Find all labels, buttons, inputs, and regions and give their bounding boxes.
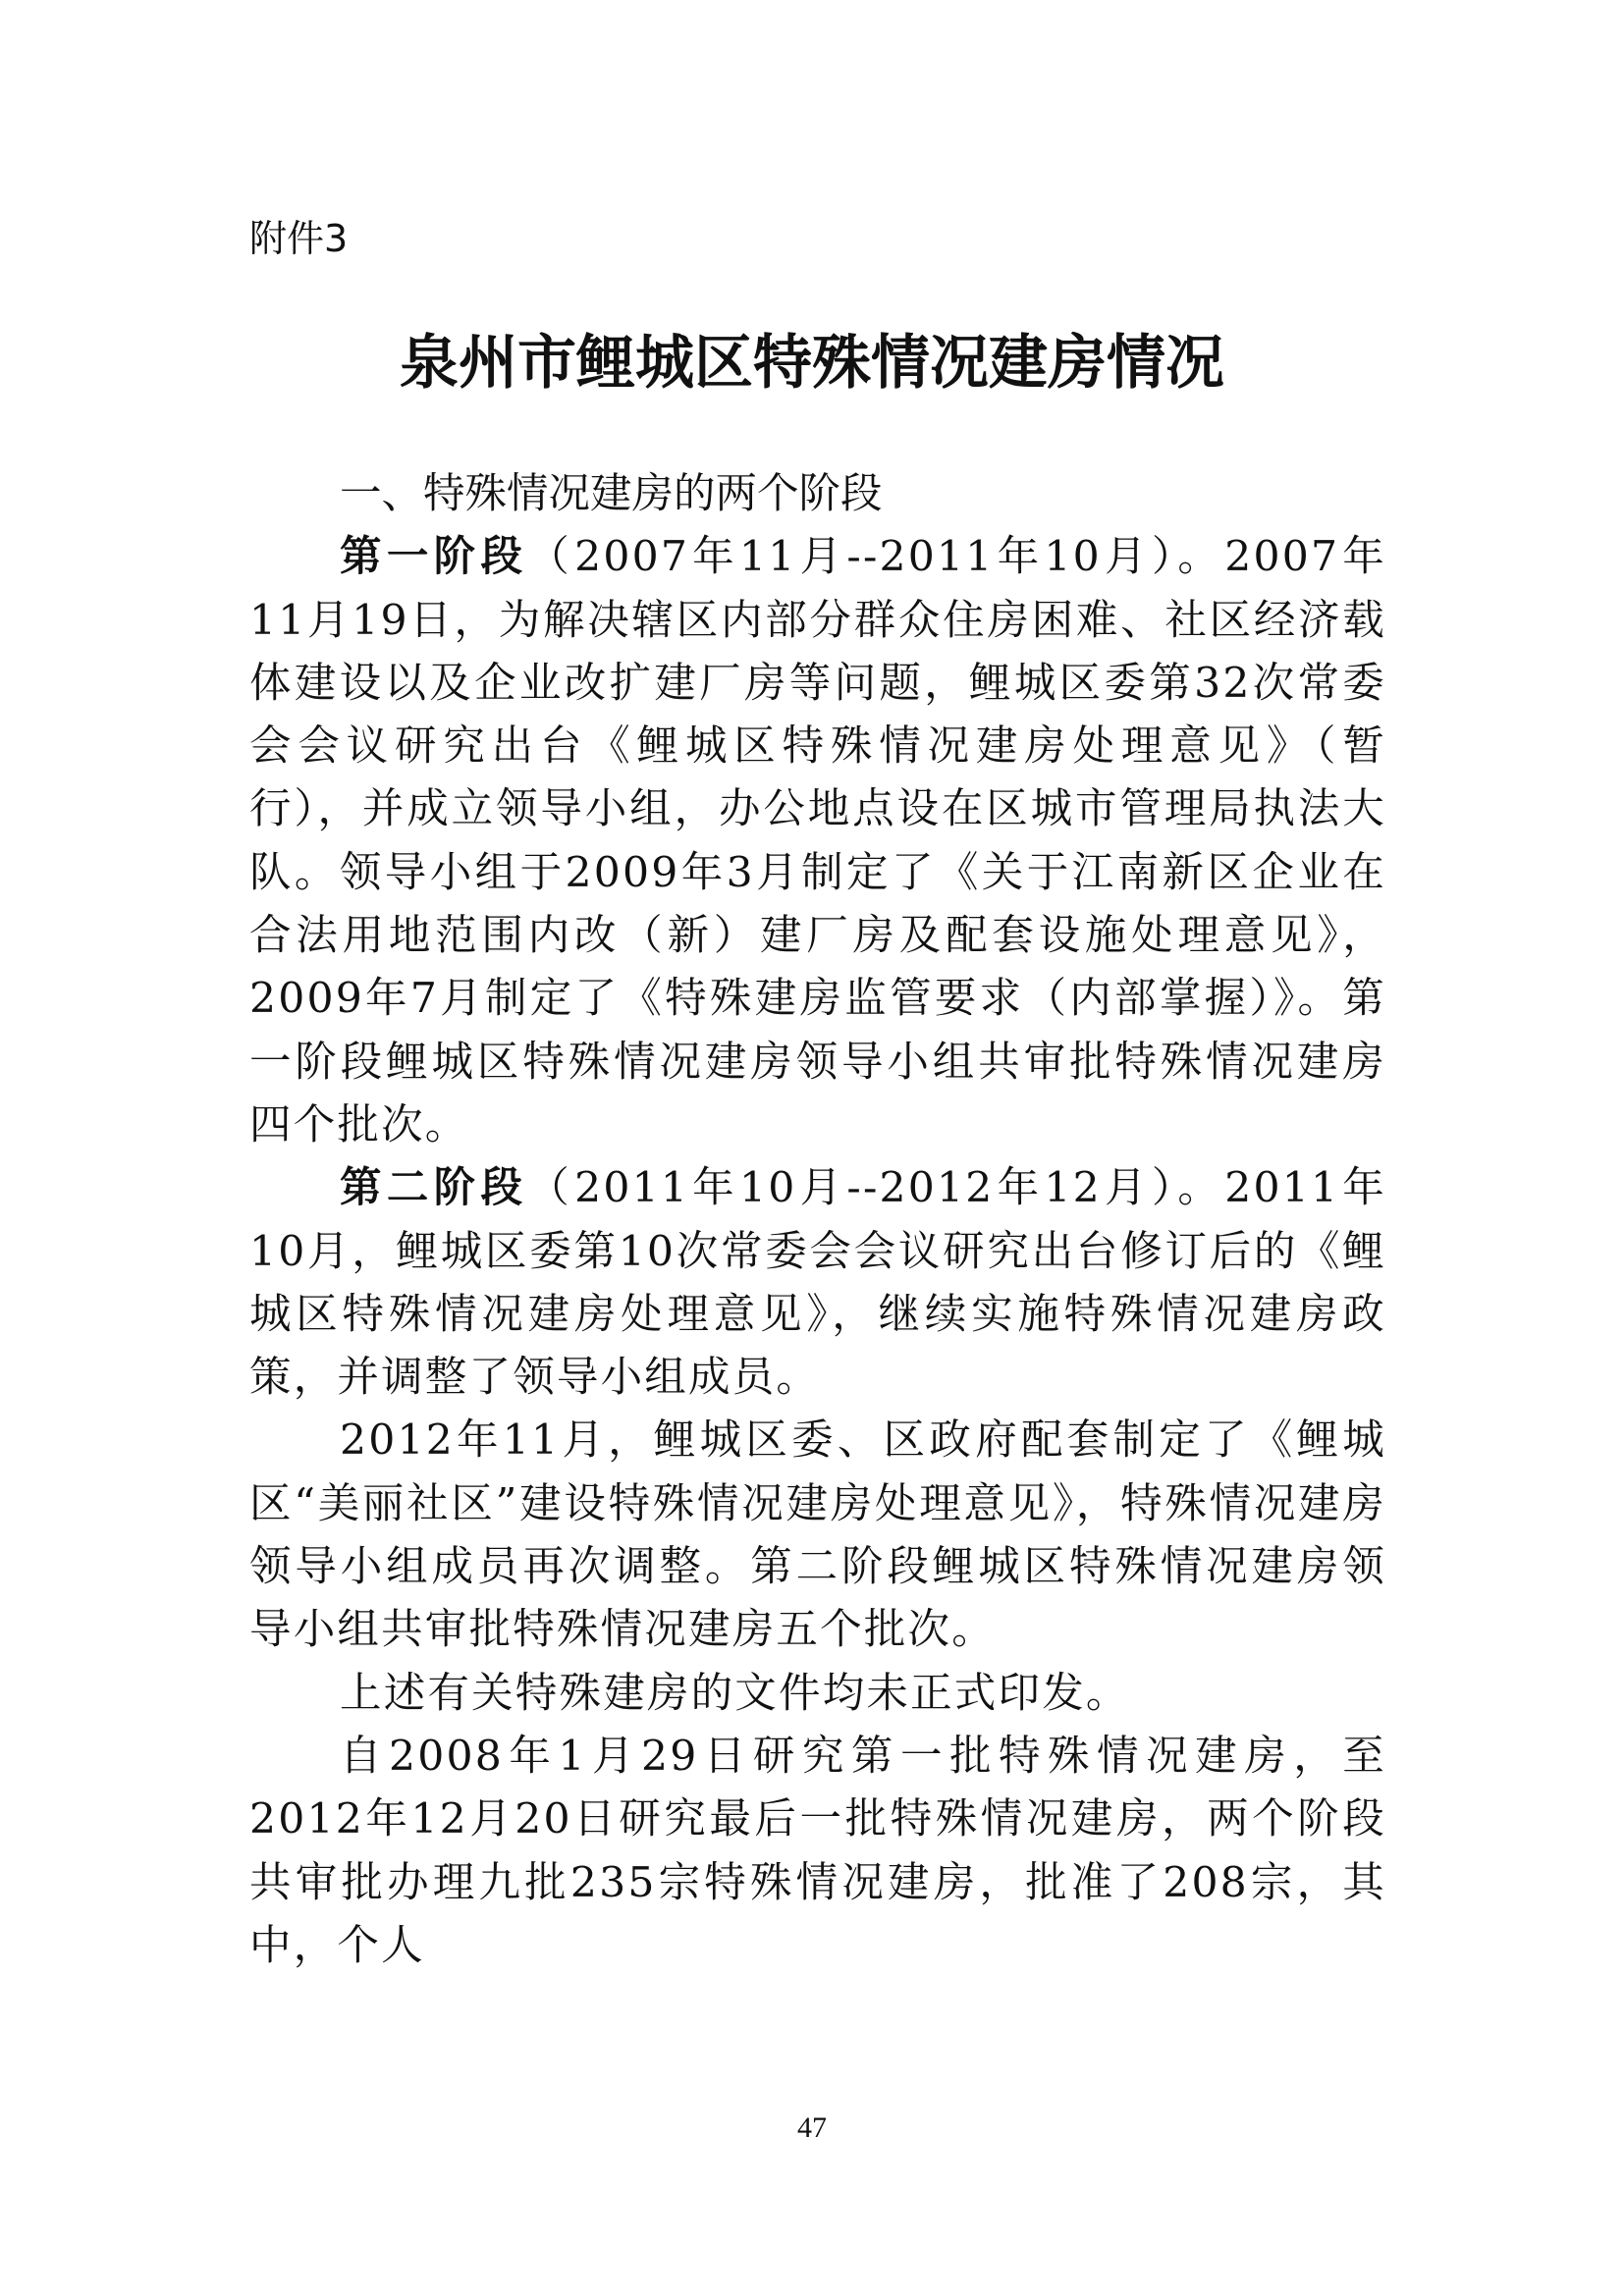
paragraph-text: 2012年11月，鲤城区委、区政府配套制定了《鲤城区“美丽社区”建设特殊情况建房处理意见》，特殊情况建房领导小组成员再次调整。第二阶段鲤城区特殊情况建房领导小组共审批特殊情况建房五个批次。 bbox=[249, 1416, 1386, 1655]
paragraph-text: 自2008年1月29日研究第一批特殊情况建房，至2012年12月20日研究最后一批特殊情况建房，两个阶段共审批办理九批235宗特殊情况建房，批准了208宗，其中，个人 bbox=[249, 1732, 1386, 1970]
paragraph-summary bbox=[249, 1726, 1386, 1978]
paragraph-text: （2007年11月--2011年10月）。2007年11月19日，为解决辖区内部分群众住房困难、社区经济载体建设以及企业改扩建厂房等问题，鲤城区委第32次常委会会议研究出台《鲤城区特殊情况建房处理意见》（暂行），并成立领导小组，办公地点设在区城市管理局执法大队。领导小组于2009年3月制定了《关于江南新区企业在合法用地范围内改（新）建厂房及配套设施处理意见》，2009年7月制定了《特殊建房监管要求（内部掌握）》。第一阶段鲤城区特殊情况建房领导小组共审批特殊情况建房四个批次。 bbox=[249, 533, 1386, 1149]
page-number: 47 bbox=[797, 2111, 827, 2144]
paragraph-lead: 第二阶段 bbox=[340, 1164, 528, 1213]
paragraph-stage-two bbox=[249, 1157, 1386, 1410]
document-body bbox=[249, 463, 1386, 1978]
paragraph-not-issued bbox=[249, 1663, 1386, 1726]
paragraph-lead: 第一阶段 bbox=[340, 533, 528, 582]
paragraph-stage-one bbox=[249, 526, 1386, 1157]
section-heading: 一、特殊情况建房的两个阶段 bbox=[340, 470, 883, 518]
document-title: 泉州市鲤城区特殊情况建房情况 bbox=[400, 329, 1224, 398]
paragraph-text: 上述有关特殊建房的文件均未正式印发。 bbox=[340, 1669, 1130, 1718]
paragraph-2012-november bbox=[249, 1410, 1386, 1662]
attachment-label: 附件3 bbox=[249, 217, 349, 260]
paragraph-text: （2011年10月--2012年12月）。2011年10月，鲤城区委第10次常委会会议研究出台修订后的《鲤城区特殊情况建房处理意见》，继续实施特殊情况建房政策，并调整了领导小组成员。 bbox=[249, 1164, 1386, 1403]
